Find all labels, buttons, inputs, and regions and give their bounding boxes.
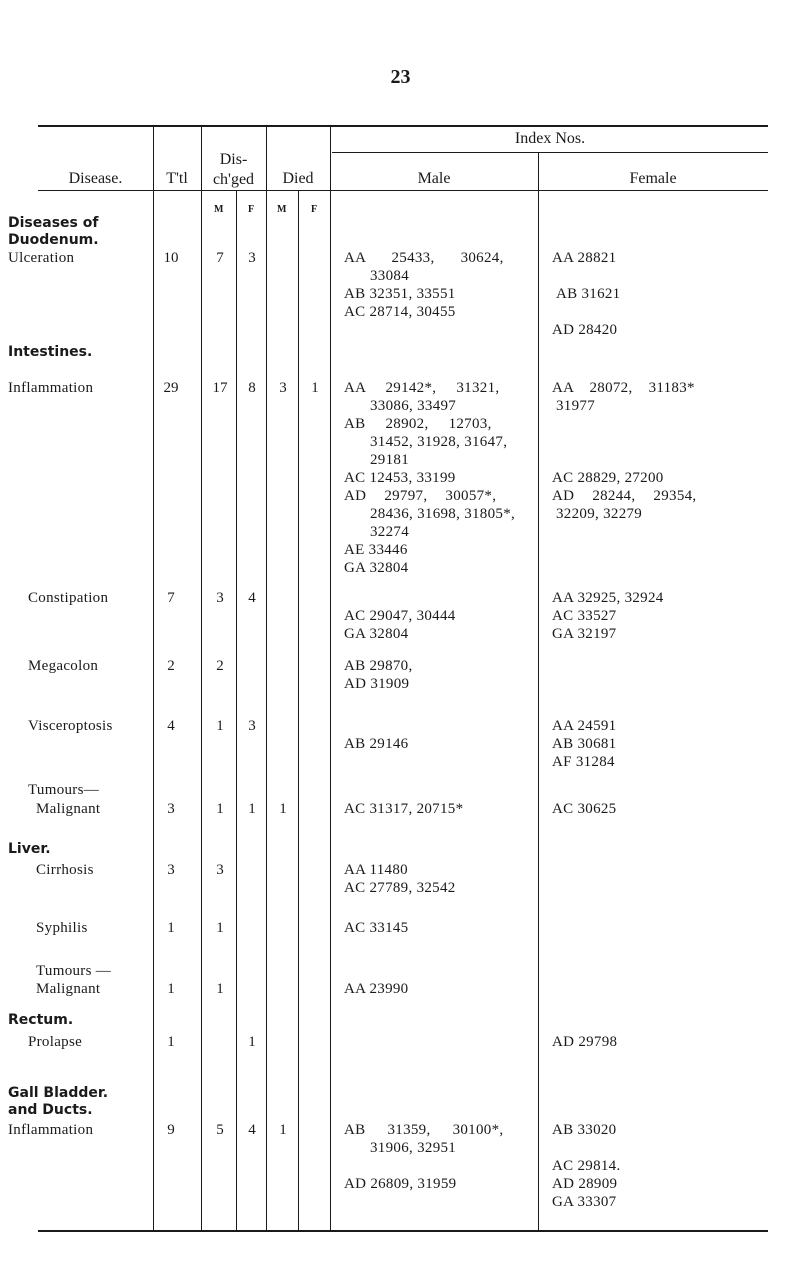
male-index: AC 28714, 30455 bbox=[344, 304, 456, 320]
header-index-nos: Index Nos. bbox=[514, 130, 586, 147]
female-index: AA 28072, 31183* bbox=[552, 380, 695, 396]
female-index: AC 29814. bbox=[552, 1158, 621, 1174]
male-index: AA 29142*, 31321, bbox=[344, 380, 500, 396]
disease-name: Megacolon bbox=[28, 658, 99, 674]
section-title: Intestines. bbox=[8, 344, 93, 360]
subheader-died-f: F bbox=[311, 204, 318, 215]
female-index: 32209, 32279 bbox=[556, 506, 643, 522]
col-rule-discharged bbox=[266, 125, 267, 1230]
female-index: AD 28909 bbox=[552, 1176, 618, 1192]
col-rule-dis-mf bbox=[236, 190, 237, 1230]
male-index: AA 23990 bbox=[344, 981, 409, 997]
total-value: 1 bbox=[167, 1034, 175, 1050]
male-index: AC 29047, 30444 bbox=[344, 608, 456, 624]
discharged-m-value: 5 bbox=[216, 1122, 224, 1138]
disease-name: Cirrhosis bbox=[36, 862, 94, 878]
total-value: 10 bbox=[163, 250, 179, 266]
discharged-f-value: 1 bbox=[248, 1034, 256, 1050]
discharged-f-value: 3 bbox=[248, 718, 256, 734]
header-male: Male bbox=[417, 170, 451, 187]
male-index: GA 32804 bbox=[344, 626, 409, 642]
male-index: 33086, 33497 bbox=[370, 398, 457, 414]
female-index: AB 33020 bbox=[552, 1122, 617, 1138]
disease-name: Ulceration bbox=[8, 250, 75, 266]
male-index: 31906, 32951 bbox=[370, 1140, 457, 1156]
female-index: AC 33527 bbox=[552, 608, 617, 624]
disease-name: Tumours — bbox=[36, 963, 112, 979]
total-value: 2 bbox=[167, 658, 175, 674]
male-index: AC 12453, 33199 bbox=[344, 470, 456, 486]
female-index: AD 28244, 29354, bbox=[552, 488, 697, 504]
female-index: AF 31284 bbox=[552, 754, 615, 770]
female-index: AD 29798 bbox=[552, 1034, 618, 1050]
section-title: Diseases of Duodenum. bbox=[8, 215, 99, 248]
header-total: T'tl bbox=[166, 170, 188, 187]
discharged-m-value: 17 bbox=[212, 380, 228, 396]
discharged-m-value: 1 bbox=[216, 718, 224, 734]
col-rule-died-mf bbox=[298, 190, 299, 1230]
discharged-m-value: 1 bbox=[216, 920, 224, 936]
male-index: AC 31317, 20715* bbox=[344, 801, 464, 817]
male-index: AC 33145 bbox=[344, 920, 409, 936]
discharged-m-value: 3 bbox=[216, 590, 224, 606]
section-title: Liver. bbox=[8, 841, 51, 857]
disease-name: Malignant bbox=[36, 981, 101, 997]
total-value: 4 bbox=[167, 718, 175, 734]
male-index: 32274 bbox=[370, 524, 409, 540]
disease-name: Constipation bbox=[28, 590, 109, 606]
discharged-m-value: 1 bbox=[216, 801, 224, 817]
header-rule bbox=[38, 190, 768, 191]
top-rule bbox=[38, 125, 768, 127]
subheader-died-m: M bbox=[277, 204, 287, 215]
female-index: AB 30681 bbox=[552, 736, 617, 752]
section-title: Rectum. bbox=[8, 1012, 74, 1028]
total-value: 9 bbox=[167, 1122, 175, 1138]
header-discharged bbox=[201, 150, 266, 190]
male-index: 29181 bbox=[370, 452, 409, 468]
col-rule-male-female bbox=[538, 152, 539, 1230]
col-rule-total bbox=[201, 125, 202, 1230]
died-m-value: 3 bbox=[279, 380, 287, 396]
died-f-value: 1 bbox=[311, 380, 319, 396]
total-value: 29 bbox=[163, 380, 179, 396]
disease-name: Inflammation bbox=[8, 1122, 94, 1138]
male-index: AB 31359, 30100*, bbox=[344, 1122, 504, 1138]
disease-name: Inflammation bbox=[8, 380, 94, 396]
male-index: 28436, 31698, 31805*, bbox=[370, 506, 516, 522]
female-index: 31977 bbox=[556, 398, 595, 414]
female-index: AA 24591 bbox=[552, 718, 617, 734]
discharged-f-value: 3 bbox=[248, 250, 256, 266]
total-value: 1 bbox=[167, 920, 175, 936]
discharged-m-value: 3 bbox=[216, 862, 224, 878]
male-index: AD 29797, 30057*, bbox=[344, 488, 497, 504]
discharged-f-value: 8 bbox=[248, 380, 256, 396]
male-index: 33084 bbox=[370, 268, 409, 284]
disease-name: Syphilis bbox=[36, 920, 88, 936]
female-index: AB 31621 bbox=[556, 286, 621, 302]
female-index: AA 28821 bbox=[552, 250, 617, 266]
discharged-m-value: 1 bbox=[216, 981, 224, 997]
total-value: 7 bbox=[167, 590, 175, 606]
disease-name: Tumours— bbox=[28, 782, 100, 798]
male-index: AB 28902, 12703, bbox=[344, 416, 492, 432]
total-value: 3 bbox=[167, 862, 175, 878]
discharged-m-value: 7 bbox=[216, 250, 224, 266]
female-index: GA 33307 bbox=[552, 1194, 617, 1210]
died-m-value: 1 bbox=[279, 801, 287, 817]
header-female: Female bbox=[629, 170, 677, 187]
female-index: AC 28829, 27200 bbox=[552, 470, 664, 486]
female-index: GA 32197 bbox=[552, 626, 617, 642]
page-number: 23 bbox=[390, 66, 411, 88]
index-subrule bbox=[332, 152, 768, 153]
male-index: AD 26809, 31959 bbox=[344, 1176, 457, 1192]
discharged-f-value: 4 bbox=[248, 1122, 256, 1138]
male-index: AB 29146 bbox=[344, 736, 409, 752]
col-rule-disease bbox=[153, 125, 154, 1230]
total-value: 1 bbox=[167, 981, 175, 997]
section-title: Gall Bladder. and Ducts. bbox=[8, 1085, 109, 1118]
male-index: GA 32804 bbox=[344, 560, 409, 576]
male-index: AA 11480 bbox=[344, 862, 408, 878]
male-index: AA 25433, 30624, bbox=[344, 250, 504, 266]
header-discharged-text: Dis- ch'ged bbox=[212, 151, 255, 188]
female-index: AC 30625 bbox=[552, 801, 617, 817]
male-index: AE 33446 bbox=[344, 542, 408, 558]
header-disease: Disease. bbox=[68, 170, 123, 187]
female-index: AD 28420 bbox=[552, 322, 618, 338]
subheader-dis-f: F bbox=[248, 204, 255, 215]
male-index: AB 32351, 33551 bbox=[344, 286, 456, 302]
male-index: AB 29870, bbox=[344, 658, 413, 674]
discharged-f-value: 4 bbox=[248, 590, 256, 606]
header-died: Died bbox=[282, 170, 314, 187]
male-index: AD 31909 bbox=[344, 676, 410, 692]
disease-name: Malignant bbox=[36, 801, 101, 817]
male-index: AC 27789, 32542 bbox=[344, 880, 456, 896]
female-index: AA 32925, 32924 bbox=[552, 590, 664, 606]
subheader-dis-m: M bbox=[214, 204, 224, 215]
male-index: 31452, 31928, 31647, bbox=[370, 434, 508, 450]
disease-name: Visceroptosis bbox=[28, 718, 113, 734]
bottom-rule bbox=[38, 1230, 768, 1232]
col-rule-died bbox=[330, 125, 331, 1230]
died-m-value: 1 bbox=[279, 1122, 287, 1138]
disease-name: Prolapse bbox=[28, 1034, 83, 1050]
total-value: 3 bbox=[167, 801, 175, 817]
discharged-f-value: 1 bbox=[248, 801, 256, 817]
discharged-m-value: 2 bbox=[216, 658, 224, 674]
